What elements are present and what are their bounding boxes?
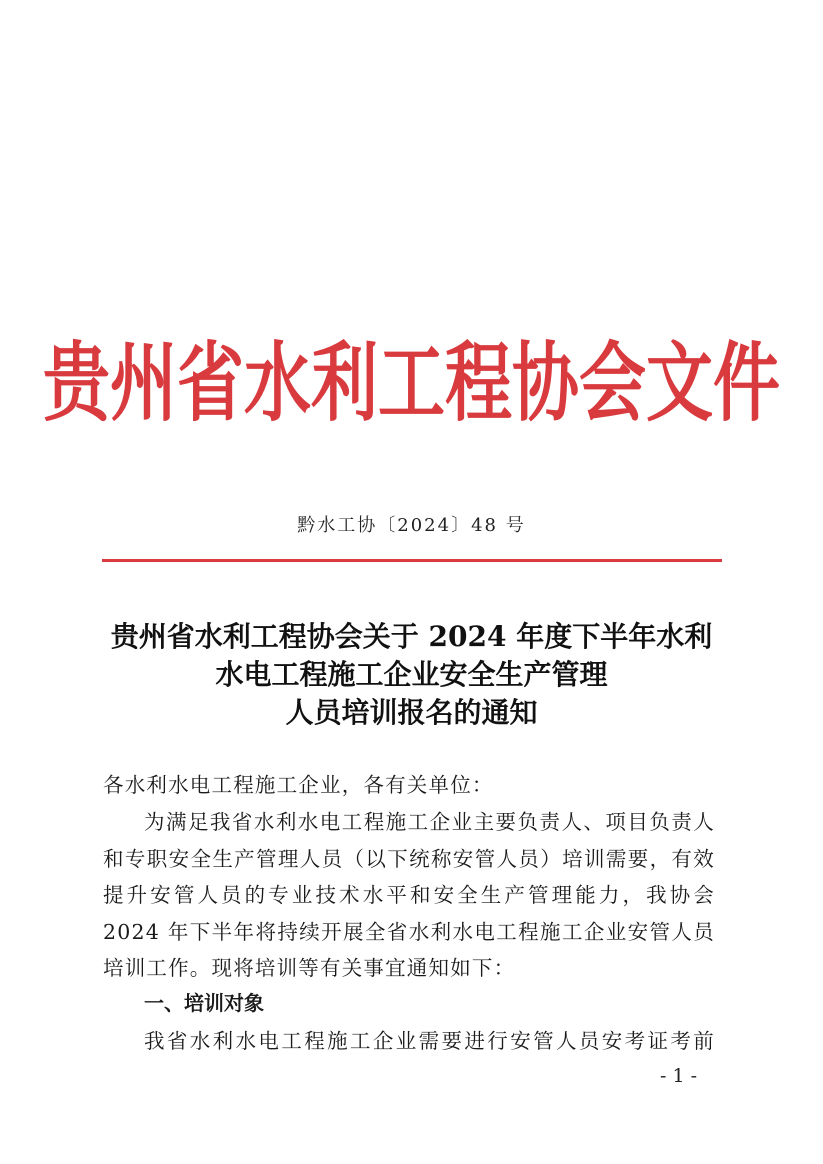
notice-title-line-3: 人员培训报名的通知	[285, 696, 538, 729]
notice-title-line-2: 水电工程施工企业安全生产管理	[215, 658, 608, 691]
notice-title-line-1: 贵州省水利工程协会关于 2024 年度下半年水利	[110, 620, 713, 653]
red-divider-rule	[102, 559, 722, 562]
intro-paragraph	[103, 804, 715, 987]
section-1-heading: 一、培训对象	[144, 991, 264, 1015]
page-number: - 1 -	[660, 1065, 698, 1087]
notice-title	[60, 618, 763, 732]
intro-line-3: 提升安管人员的专业技术水平和安全生产管理能力，我协会	[103, 883, 715, 907]
section-1-text: 我省水利水电工程施工企业需要进行安管人员安考证考前	[144, 1029, 715, 1053]
intro-line-2: 和专职安全生产管理人员（以下统称安管人员）培训需要，有效	[103, 846, 715, 871]
masthead-title: 贵州省水利工程协会文件	[43, 333, 780, 433]
salutation: 各水利水电工程施工企业，各有关单位：	[103, 773, 494, 797]
intro-line-4: 2024 年下半年将持续开展全省水利水电工程施工企业安管人员	[103, 919, 715, 944]
intro-line-5: 培训工作。现将培训等有关事宜通知如下：	[103, 956, 516, 980]
intro-line-1: 为满足我省水利水电工程施工企业主要负责人、项目负责人	[144, 810, 715, 834]
document-number: 黔水工协〔2024〕48 号	[297, 515, 526, 536]
